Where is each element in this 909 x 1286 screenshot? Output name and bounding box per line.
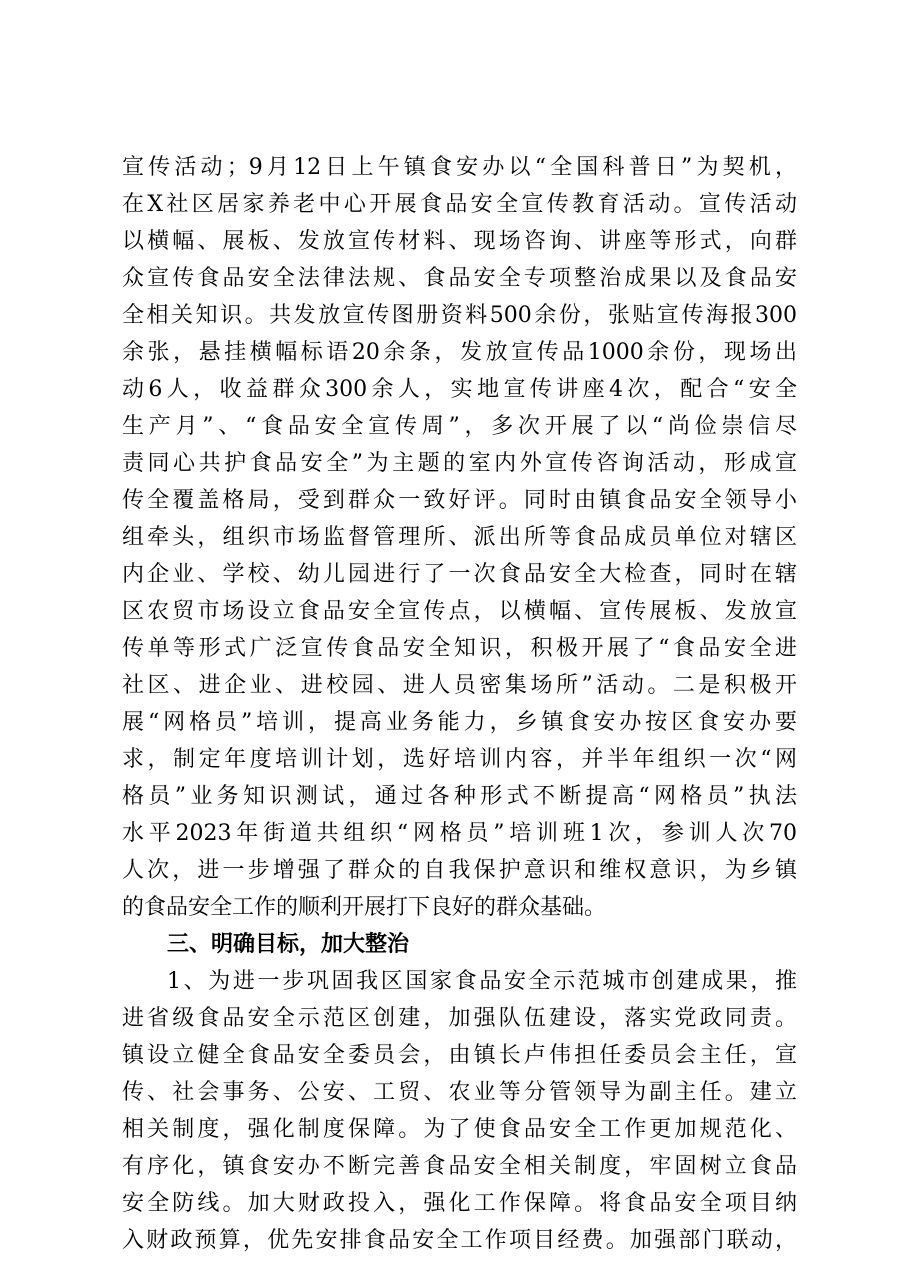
paragraph-2-line: 入财政预算，优先安排食品安全工作项目经费。加强部门联动， [122, 1228, 797, 1253]
paragraph-1-line: 区农贸市场设立食品安全宣传点，以横幅、宣传展板、发放宣 [122, 599, 797, 624]
paragraph-1-line: 格员”业务知识测试，通过各种形式不断提高“网格员”执法 [122, 784, 797, 809]
paragraph-1-line: 社区、进企业、进校园、进人员密集场所”活动。二是积极开 [122, 673, 797, 698]
paragraph-1-line: 责同心共护食品安全”为主题的室内外宣传咨询活动，形成宣 [122, 451, 797, 476]
paragraph-1-line: 余张，悬挂横幅标语20余条，发放宣传品1000余份，现场出 [122, 340, 797, 365]
paragraph-1-line: 求，制定年度培训计划，选好培训内容，并半年组织一次“网 [122, 747, 797, 772]
section-heading: 三、明确目标，加大整治 [167, 932, 410, 957]
paragraph-1-line: 水平2023年街道共组织“网格员”培训班1次，参训人次70 [122, 821, 797, 846]
paragraph-1-line: 人次，进一步增强了群众的自我保护意识和维权意识，为乡镇 [122, 858, 797, 883]
paragraph-1-line: 生产月”、“食品安全宣传周”，多次开展了以“尚俭崇信尽 [122, 414, 797, 439]
paragraph-2-line: 进省级食品安全示范区创建，加强队伍建设，落实党政同责。 [122, 1006, 797, 1031]
paragraph-1-line: 内企业、学校、幼儿园进行了一次食品安全大检查，同时在辖 [122, 562, 797, 587]
paragraph-1-line: 全相关知识。共发放宣传图册资料500余份，张贴宣传海报300 [122, 303, 797, 328]
paragraph-2-line: 镇设立健全食品安全委员会，由镇长卢伟担任委员会主任，宣 [122, 1043, 797, 1068]
paragraph-1-line: 宣传活动；9月12日上午镇食安办以“全国科普日”为契机， [122, 155, 797, 180]
paragraph-1-line: 以横幅、展板、发放宣传材料、现场咨询、讲座等形式，向群 [122, 229, 797, 254]
paragraph-2-line: 有序化，镇食安办不断完善食品安全相关制度，牢固树立食品 [122, 1154, 797, 1179]
paragraph-2-line: 相关制度，强化制度保障。为了使食品安全工作更加规范化、 [122, 1117, 797, 1142]
paragraph-2-line: 传、社会事务、公安、工贸、农业等分管领导为副主任。建立 [122, 1080, 797, 1105]
paragraph-1-line: 传全覆盖格局，受到群众一致好评。同时由镇食品安全领导小 [122, 488, 797, 513]
paragraph-2-line: 1、为进一步巩固我区国家食品安全示范城市创建成果，推 [167, 969, 797, 994]
paragraph-1-line: 众宣传食品安全法律法规、食品安全专项整治成果以及食品安 [122, 266, 797, 291]
paragraph-1-line: 展“网格员”培训，提高业务能力，乡镇食安办按区食安办要 [122, 710, 797, 735]
paragraph-2-line: 安全防线。加大财政投入，强化工作保障。将食品安全项目纳 [122, 1191, 797, 1216]
paragraph-1-line: 在X社区居家养老中心开展食品安全宣传教育活动。宣传活动 [122, 192, 797, 217]
paragraph-1-line: 动6人，收益群众300余人，实地宣传讲座4次，配合“安全 [122, 377, 797, 402]
paragraph-1-line: 传单等形式广泛宣传食品安全知识，积极开展了“食品安全进 [122, 636, 797, 661]
paragraph-1-line: 组牵头，组织市场监督管理所、派出所等食品成员单位对辖区 [122, 525, 797, 550]
paragraph-1-line: 的食品安全工作的顺利开展打下良好的群众基础。 [122, 895, 607, 920]
